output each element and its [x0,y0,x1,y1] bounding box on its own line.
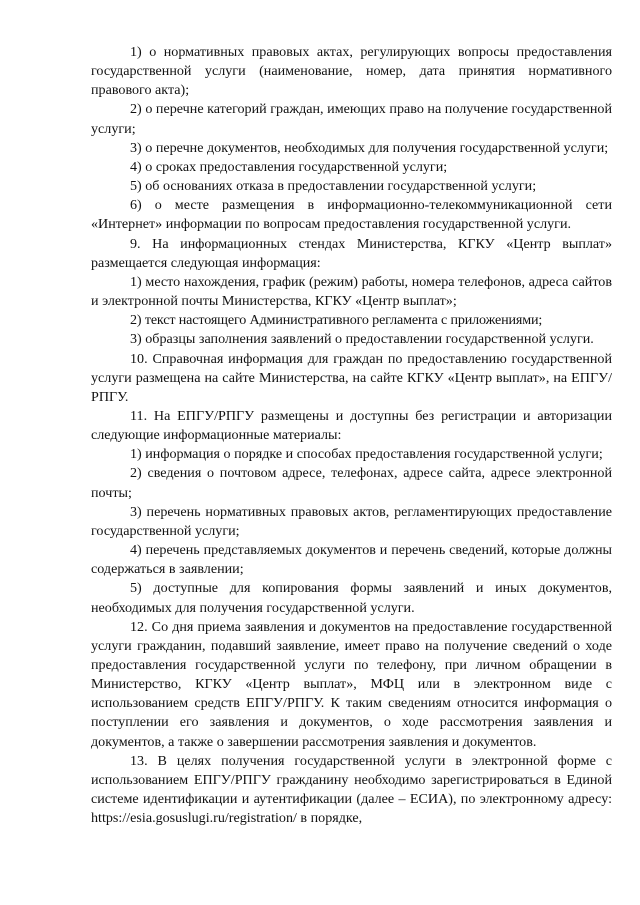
paragraph-section-11-item-2: 2) сведения о почтовом адресе, телефонах, адресе сайта, адресе электронной почты; [91,465,612,501]
paragraph-section-9-item-1: 1) место нахождения, график (режим) работы, номера телефонов, адреса сайтов и электронной почты Министерства, КГКУ «Центр выплат»; [91,273,612,310]
paragraph-section-11-item-3: 3) перечень нормативных правовых актов, регламентирующих предоставление государственной услуги; [91,503,612,539]
paragraph-section-11-item-1: 1) информация о порядке и способах предоставления государственной услуги; [130,446,603,463]
paragraph-section-11: 11. На ЕПГУ/РПГУ размещены и доступны без регистрации и авторизации следующие информационные материалы: [91,407,612,444]
paragraph-section-12: 12. Со дня приема заявления и документов на предоставление государственной услуги гражданин, подавший заявление, имеет право на получение сведений о ходе предоставления государственной услуги по телефону, при личном обращении в Министерство, КГКУ «Центр выплат», МФЦ или в электронном виде с использованием средств ЕПГУ/РПГУ. К таким сведениям относится информация о поступлении его заявления и документов, о ходе рассмотрения заявления и документов, а также о завершении рассмотрения заявления и документов. [91,618,612,750]
paragraph-item-5: 5) об основаниях отказа в предоставлении государственной услуги; [130,178,537,195]
paragraph-item-3: 3) о перечне документов, необходимых для получения государственной услуги; [130,139,609,156]
paragraph-section-11-item-5: 5) доступные для копирования формы заявлений и иных документов, необходимых для получения государственной услуги. [91,580,612,616]
paragraph-item-4: 4) о сроках предоставления государственной услуги; [130,158,448,175]
paragraph-section-10: 10. Справочная информация для граждан по предоставлению государственной услуги размещена на сайте Министерства, на сайте КГКУ «Центр выплат», на ЕПГУ/РПГУ. [91,350,612,405]
paragraph-section-9-item-3: 3) образцы заполнения заявлений о предоставлении государственной услуги. [130,331,594,348]
paragraph-section-9: 9. На информационных стендах Министерства, КГКУ «Центр выплат» размещается следующая информация: [91,235,612,271]
paragraph-item-1: 1) о нормативных правовых актах, регулирующих вопросы предоставления государственной услуги (наименование, номер, дата принятия нормативного правового акта); [91,44,612,99]
paragraph-section-9-item-2: 2) текст настоящего Административного регламента с приложениями; [130,312,543,329]
paragraph-item-2: 2) о перечне категорий граждан, имеющих право на получение государственной услуги; [91,101,612,137]
paragraph-section-13: 13. В целях получения государственной услуги в электронной форме с использованием ЕПГУ/РПГУ гражданину необходимо зарегистрироваться в Единой системе идентификации и аутентификации (далее – ЕСИА), по электронному адресу: https://esia.gosuslugi.ru/registration/ в порядке, [91,752,612,827]
paragraph-item-6: 6) о месте размещения в информационно-телекоммуникационной сети «Интернет» информации по вопросам предоставления государственной услуги. [91,197,612,233]
document-page [91,43,612,828]
paragraph-section-11-item-4: 4) перечень представляемых документов и перечень сведений, которые должны содержаться в заявлении; [91,542,612,578]
